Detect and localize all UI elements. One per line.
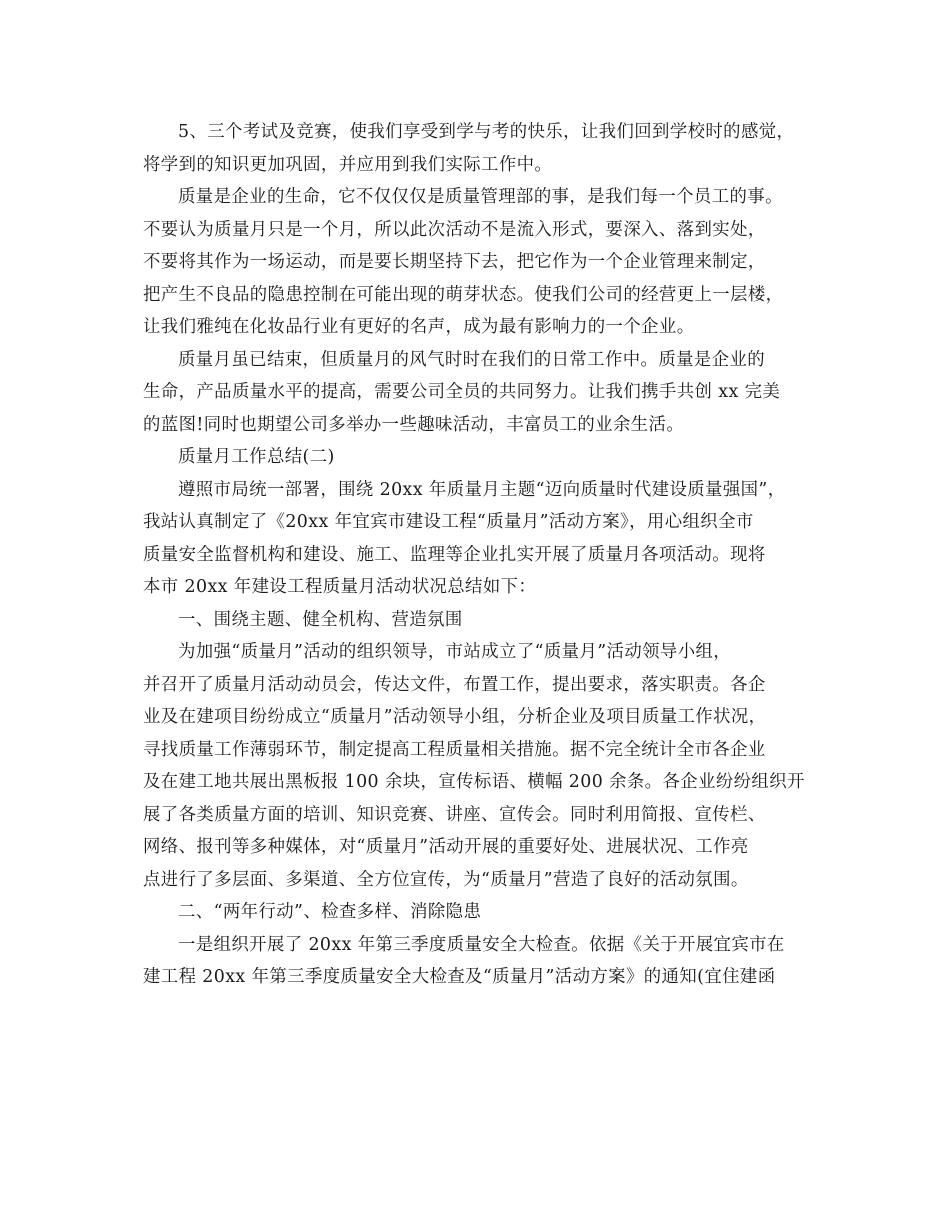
text-line: 寻找质量工作薄弱环节，制定提高工程质量相关措施。据不完全统计全市各企业 bbox=[143, 739, 766, 760]
text-line: 网络、报刊等多种媒体，对“质量月”活动开展的重要好处、进展状况、工作亮 bbox=[143, 837, 749, 857]
text-line: 及在建工地共展出黑板报 100 余块，宣传标语、横幅 200 余条。各企业纷纷组织开 bbox=[143, 772, 805, 792]
text-line: 质量月工作总结(二) bbox=[178, 447, 335, 467]
text-line: 并召开了质量月活动动员会，传达文件，布置工作，提出要求，落实职责。各企 bbox=[143, 674, 766, 695]
text-line: 为加强“质量月”活动的组织领导，市站成立了“质量月”活动领导小组， bbox=[178, 642, 732, 662]
text-line: 的蓝图!同时也期望公司多举办一些趣味活动，丰富员工的业余生活。 bbox=[143, 414, 685, 435]
text-line: 生命，产品质量水平的提高，需要公司全员的共同努力。让我们携手共创 xx 完美 bbox=[143, 382, 781, 402]
text-line: 建工程 20xx 年第三季度质量安全大检查及“质量月”活动方案》的通知(宜住建函 bbox=[143, 967, 776, 987]
document-body bbox=[143, 116, 815, 994]
text-line: 质量安全监督机构和建设、施工、监理等企业扎实开展了质量月各项活动。现将 bbox=[143, 544, 766, 565]
text-line: 遵照市局统一部署，围绕 20xx 年质量月主题“迈向质量时代建设质量强国”， bbox=[178, 479, 786, 500]
text-line: 5、三个考试及竞赛，使我们享受到学与考的快乐，让我们回到学校时的感觉， bbox=[178, 122, 795, 142]
text-line: 将学到的知识更加巩固，并应用到我们实际工作中。 bbox=[143, 154, 553, 175]
text-line: 展了各类质量方面的培训、知识竞赛、讲座、宣传会。同时利用简报、宣传栏、 bbox=[143, 804, 766, 825]
text-line: 让我们雅纯在化妆品行业有更好的名声，成为最有影响力的一个企业。 bbox=[143, 317, 695, 337]
text-line: 我站认真制定了《20xx 年宜宾市建设工程“质量月”活动方案》，用心组织全市 bbox=[143, 512, 754, 532]
text-line: 点进行了多层面、多渠道、全方位宣传，为“质量月”营造了良好的活动氛围。 bbox=[143, 869, 749, 890]
text-line: 二、“两年行动”、检查多样、消除隐患 bbox=[178, 902, 482, 922]
text-line: 本市 20xx 年建设工程质量月活动状况总结如下： bbox=[143, 577, 537, 597]
text-line: 一、围绕主题、健全机构、营造氛围 bbox=[178, 609, 463, 630]
text-line: 质量月虽已结束，但质量月的风气时时在我们的日常工作中。质量是企业的 bbox=[178, 349, 766, 370]
text-line: 不要认为质量月只是一个月，所以此次活动不是流入形式，要深入、落到实处， bbox=[143, 219, 766, 240]
text-line: 不要将其作为一场运动，而是要长期坚持下去，把它作为一个企业管理来制定， bbox=[143, 252, 766, 272]
text-line: 质量是企业的生命，它不仅仅仅是质量管理部的事，是我们每一个员工的事。 bbox=[178, 187, 783, 207]
text-line: 一是组织开展了 20xx 年第三季度质量安全大检查。依据《关于开展宜宾市在 bbox=[178, 934, 785, 955]
text-line: 把产生不良品的隐患控制在可能出现的萌芽状态。使我们公司的经营更上一层楼， bbox=[143, 284, 784, 305]
text-line: 业及在建项目纷纷成立“质量月”活动领导小组，分析企业及项目质量工作状况， bbox=[143, 707, 767, 727]
